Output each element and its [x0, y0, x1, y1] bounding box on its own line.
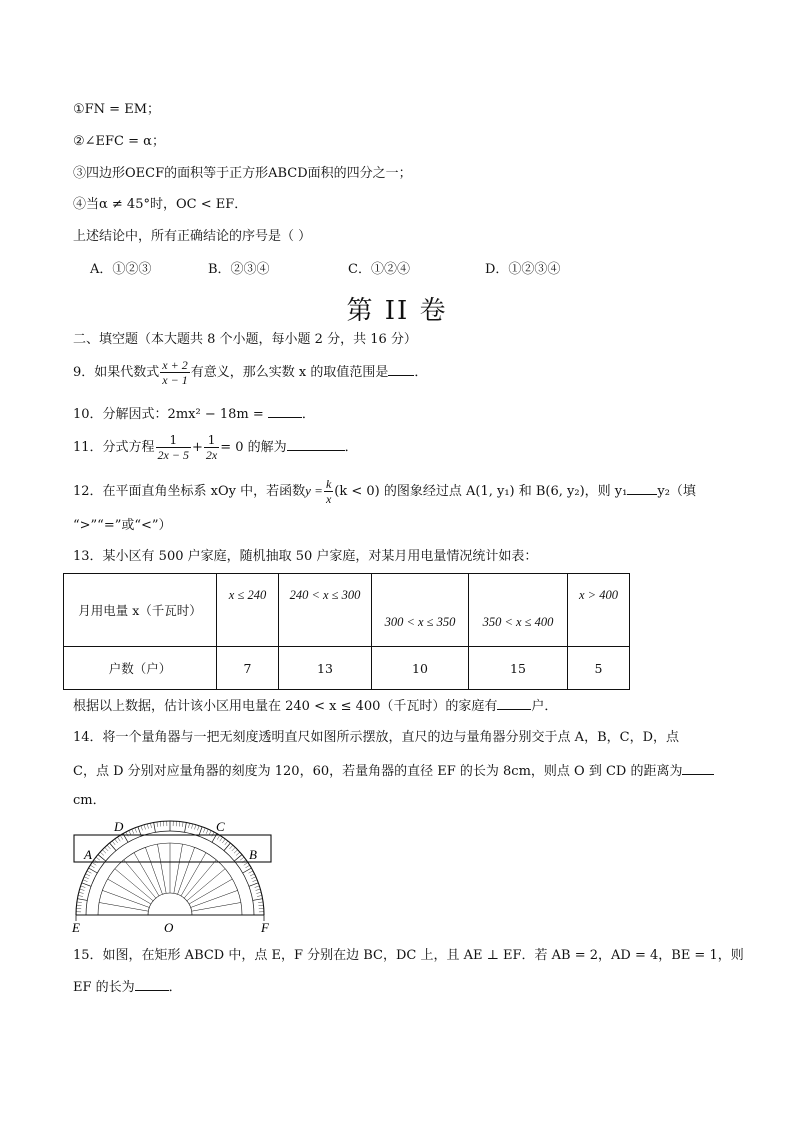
answer-blank[interactable]	[682, 761, 714, 775]
electricity-table	[63, 573, 630, 690]
protractor-tick	[234, 855, 242, 861]
protractor-tick	[160, 822, 161, 827]
option-c[interactable]: C．①②④	[348, 262, 410, 277]
protractor-tick	[234, 850, 238, 853]
protractor-radial-line	[184, 860, 216, 898]
question-14-line-3: cm．	[73, 793, 106, 808]
protractor-tick	[126, 832, 128, 836]
table-cell: x > 400	[568, 574, 630, 647]
point-b-label: B	[249, 847, 257, 862]
protractor-tick	[144, 825, 145, 830]
protractor-tick	[250, 874, 254, 876]
statement-4: ④当α ≠ 45°时，OC < EF．	[73, 197, 248, 212]
table-row	[64, 647, 630, 690]
table-row	[64, 574, 630, 647]
protractor-tick	[195, 825, 196, 830]
protractor-tick	[129, 831, 131, 835]
protractor-tick	[135, 828, 137, 833]
protractor-tick	[105, 847, 108, 851]
section-header: 二、填空题（本大题共 8 个小题，每小题 2 分，共 16 分）	[73, 332, 417, 347]
protractor-tick	[192, 824, 193, 829]
protractor-tick	[256, 892, 261, 893]
protractor-radial-line	[192, 902, 241, 911]
question-14-line-1: 14．将一个量角器与一把无刻度透明直尺如图所示摆放，直尺的边与量角器分别交于点 A，B，C，D，点	[73, 730, 679, 745]
protractor-tick	[198, 826, 200, 831]
protractor-tick	[249, 883, 258, 886]
table-header-cell: 户数（户）	[64, 647, 217, 690]
protractor-tick	[257, 895, 262, 896]
protractor-tick	[83, 880, 88, 882]
answer-blank[interactable]	[135, 977, 169, 991]
protractor-radial-line	[99, 902, 148, 911]
q8-prompt: 上述结论中，所有正确结论的序号是（ ）	[73, 229, 312, 244]
protractor-radial-line	[187, 869, 225, 901]
protractor-tick	[112, 841, 115, 845]
protractor-tick	[253, 880, 258, 882]
q11-fraction-2: $\frac{1}{2x}$	[205, 433, 218, 462]
question-11: 11．分式方程 $\frac{1}{2x - 5}$ + $\frac{1}{2x}$ = 0 的解为 ．	[73, 433, 358, 462]
protractor-tick	[117, 837, 120, 841]
point-a-label: A	[84, 847, 92, 862]
protractor-tick	[150, 823, 151, 828]
protractor-tick	[92, 862, 96, 865]
protractor-tick	[110, 843, 116, 851]
protractor-tick	[182, 822, 183, 827]
point-d-label: D	[114, 819, 124, 834]
protractor-tick	[102, 850, 106, 853]
table-cell: 10	[372, 647, 469, 690]
protractor-tick	[220, 837, 223, 841]
question-13-after: 根据以上数据，估计该小区用电量在 240 < x ≤ 400（千瓦时）的家庭有 户．	[73, 696, 557, 716]
protractor-tick	[96, 857, 100, 860]
protractor-tick	[179, 822, 180, 827]
protractor-tick	[259, 905, 264, 906]
table-cell: 15	[469, 647, 568, 690]
protractor-tick	[244, 862, 248, 865]
table-cell: 300 < x ≤ 350	[372, 574, 469, 647]
protractor-ruler-figure	[68, 815, 288, 935]
answer-blank[interactable]	[268, 404, 302, 418]
point-o-label: O	[164, 920, 174, 935]
protractor-tick	[222, 839, 225, 843]
answer-blank[interactable]	[388, 362, 414, 376]
protractor-tick	[185, 822, 187, 832]
table-cell: x ≤ 240	[217, 574, 279, 647]
protractor-tick	[206, 829, 208, 834]
table-cell: 13	[279, 647, 372, 690]
table-header-cell: 月用电量 x（千瓦时）	[64, 574, 217, 647]
protractor-tick	[79, 892, 84, 893]
protractor-tick	[115, 839, 118, 843]
protractor-tick	[87, 871, 91, 873]
protractor-tick	[189, 823, 190, 828]
question-12-line-2: “>”“=”或“<”）	[73, 518, 172, 533]
point-e-label: E	[72, 920, 80, 935]
protractor-tick	[258, 902, 263, 903]
protractor-tick	[141, 826, 143, 831]
answer-blank[interactable]	[287, 437, 345, 451]
question-9: 9．如果代数式 $\frac{x + 2}{x - 1}$ 有意义，那么实数 x 的取值范围是 ．	[73, 358, 428, 387]
protractor-tick	[232, 847, 235, 851]
protractor-tick	[100, 852, 104, 855]
q9-fraction: $\frac{x + 2}{x - 1}$	[162, 358, 188, 387]
answer-blank[interactable]	[627, 481, 657, 495]
protractor-tick	[80, 889, 85, 890]
protractor-tick	[98, 855, 106, 861]
protractor-tick	[107, 845, 110, 849]
protractor-radial-line	[157, 844, 166, 893]
protractor-tick	[240, 857, 244, 860]
q11-fraction-1: $\frac{1}{2x - 5}$	[157, 433, 189, 462]
protractor-tick	[81, 886, 86, 888]
protractor-tick	[217, 835, 220, 839]
option-a[interactable]: A．①②③	[90, 262, 152, 277]
protractor-tick	[203, 828, 205, 833]
protractor-tick	[90, 865, 94, 868]
table-cell: 240 < x ≤ 300	[279, 574, 372, 647]
option-b[interactable]: B．②③④	[208, 262, 270, 277]
section-title: 第 II 卷	[346, 296, 448, 326]
protractor-tick	[77, 899, 87, 901]
table-cell: 350 < x ≤ 400	[469, 574, 568, 647]
statement-3: ③四边形OECF的面积等于正方形ABCD面积的四分之一；	[73, 166, 412, 181]
option-d[interactable]: D．①②③④	[485, 262, 561, 277]
question-10: 10．分解因式：2mx² − 18m = ．	[73, 404, 315, 424]
protractor-radial-line	[124, 860, 156, 898]
q12-fraction: $\frac{k}{x}$	[325, 477, 332, 506]
protractor-tick	[77, 902, 82, 903]
protractor-tick	[157, 822, 158, 827]
protractor-tick	[147, 824, 148, 829]
protractor-tick	[132, 829, 134, 834]
question-14-line-2: C，点 D 分别对应量角器的刻度为 120，60，若量角器的直径 EF 的长为 8cm，则点 O 到 CD 的距离为	[73, 761, 714, 781]
protractor-tick	[249, 871, 253, 873]
protractor-tick	[255, 886, 260, 888]
question-12: 12．在平面直角坐标系 xOy 中，若函数y = $\frac{k}{x}$ (k < 0) 的图象经过点 A(1, y₁) 和 B(6, y₂)，则 y₁ y₂（填	[73, 477, 696, 506]
point-c-label: C	[216, 819, 225, 834]
protractor-tick	[225, 841, 228, 845]
protractor-tick	[253, 899, 263, 901]
protractor-tick	[224, 843, 230, 851]
table-cell: 7	[217, 647, 279, 690]
question-15-line-1: 15．如图，在矩形 ABCD 中，点 E，F 分别在边 BC，DC 上，且 AE ⊥ EF．若 AB = 2，AD = 4，BE = 1，则	[73, 948, 744, 963]
statement-1: ①FN = EM；	[73, 102, 161, 117]
table-cell: 5	[568, 647, 630, 690]
protractor-tick	[86, 874, 90, 876]
protractor-tick	[78, 895, 83, 896]
question-13-intro: 13．某小区有 500 户家庭，随机抽取 50 户家庭，对某月用电量情况统计如表：	[73, 549, 538, 564]
protractor-tick	[251, 877, 256, 879]
protractor-tick	[154, 822, 156, 832]
protractor-tick	[120, 835, 123, 839]
protractor-tick	[209, 831, 211, 835]
protractor-tick	[230, 845, 233, 849]
answer-blank[interactable]	[497, 696, 531, 710]
protractor-tick	[77, 905, 82, 906]
protractor-tick	[256, 889, 261, 890]
protractor-tick	[245, 865, 249, 868]
protractor-tick	[82, 883, 91, 886]
point-f-label: F	[261, 920, 269, 935]
protractor-tick	[236, 852, 240, 855]
question-15-line-2: EF 的长为 ．	[73, 977, 182, 997]
protractor-radial-line	[115, 869, 153, 901]
statement-2: ②∠EFC = α；	[73, 134, 165, 149]
protractor-tick	[84, 877, 89, 879]
protractor-tick	[212, 832, 214, 836]
protractor-radial-line	[174, 844, 183, 893]
